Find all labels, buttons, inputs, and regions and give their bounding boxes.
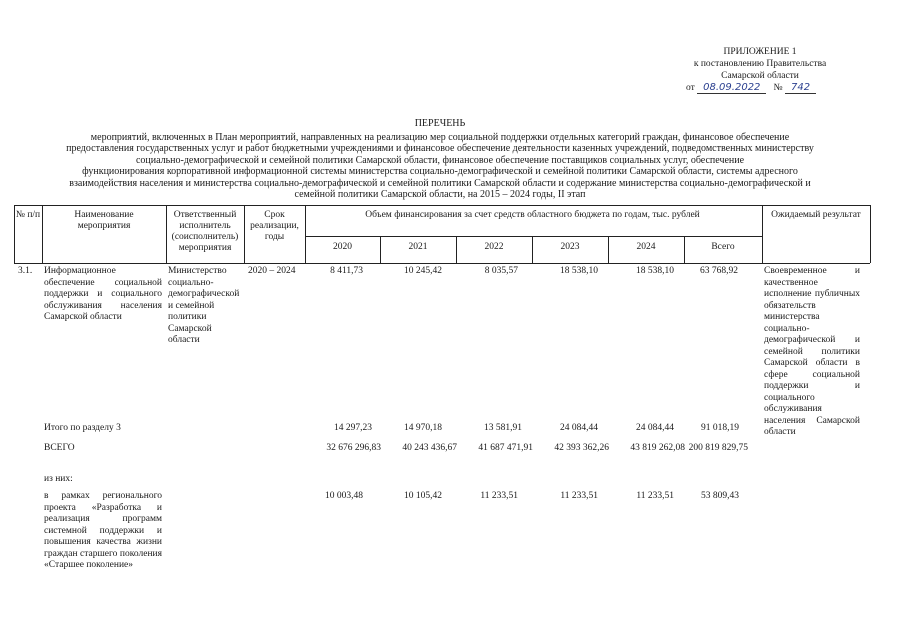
section-total-2023: 24 084,44 xyxy=(560,423,598,433)
header-funding: Объем финансирования за счет средств областного бюджета по годам, тыс. рублей xyxy=(365,210,700,220)
header-year-2021: 2021 xyxy=(408,242,428,252)
grand-total-2021: 40 243 436,67 xyxy=(402,443,457,453)
of-which-label: из них: xyxy=(44,474,73,484)
appendix-block xyxy=(660,46,860,94)
section-total-2020: 14 297,23 xyxy=(334,423,372,433)
header-total: Всего xyxy=(711,242,735,252)
section-total-2024: 24 084,44 xyxy=(636,423,674,433)
section-total-2022: 13 581,91 xyxy=(484,423,522,433)
table-top-border xyxy=(14,205,870,206)
row-31-value-2023: 18 538,10 xyxy=(560,266,598,276)
regional-2023: 11 233,51 xyxy=(560,491,598,501)
title-line: функционирования корпоративной информационной системы министерства социально-демографической и семейной политики Самарской области, системы адресного xyxy=(82,166,798,177)
regional-2021: 10 105,42 xyxy=(404,491,442,501)
table-column-divider xyxy=(244,205,245,263)
header-year-2022: 2022 xyxy=(484,242,504,252)
section-total-2021: 14 970,18 xyxy=(404,423,442,433)
table-column-divider xyxy=(42,205,43,263)
grand-total-total: 200 819 829,75 xyxy=(688,443,748,453)
title-line: социально-демографической и семейной политики Самарской области, финансовое обеспечение поставщиков социальных услуг, обеспечение xyxy=(135,154,745,166)
table-column-divider xyxy=(166,205,167,263)
handwritten-date: 08.09.2022 xyxy=(697,82,766,94)
row-31-result: Своевременное и качественное исполнение публичных обязательств министерства социально-демографической и семейной политики Самарской области в сфере социальной поддержки и социального обслуживания населения Самарской области xyxy=(764,266,860,437)
header-result: Ожидаемый результат xyxy=(771,210,861,220)
section-total-label: Итого по разделу 3 xyxy=(44,423,121,433)
row-31-value-2020: 8 411,73 xyxy=(330,266,363,276)
table-column-divider xyxy=(762,205,763,263)
title-line: взаимодействия населения и министерства социально-демографической и семейной политики Самарской области и содержание министерства социально-демографической и xyxy=(69,177,811,189)
header-name: Наименование мероприятия xyxy=(74,210,134,231)
row-31-name: Информационное обеспечение социальной поддержки и социального обслуживания населения Самарской области xyxy=(44,266,162,322)
regional-total: 53 809,43 xyxy=(701,491,739,501)
grand-total-2023: 42 393 362,26 xyxy=(554,443,609,453)
header-executor: Ответственный исполнитель (соисполнитель) мероприятия xyxy=(171,210,239,253)
grand-total-label: ВСЕГО xyxy=(44,443,75,453)
title-head: ПЕРЕЧЕНЬ xyxy=(414,118,466,129)
title-line: семейной политики Самарской области, на 2015 – 2024 годы, II этап xyxy=(294,189,586,200)
grand-total-2022: 41 687 471,91 xyxy=(478,443,533,453)
handwritten-number: 742 xyxy=(785,82,816,94)
appendix-line-2: Самарской области xyxy=(721,71,799,81)
date-prefix: от xyxy=(686,83,695,93)
table-subheader-border xyxy=(305,236,762,237)
regional-project-label: в рамках регионального проекта «Разработка и реализация программ системной поддержки и повышения качества жизни граждан старшего поколения «Старшее поколение» xyxy=(44,491,162,570)
number-prefix: № xyxy=(773,83,783,93)
row-31-term: 2020 – 2024 xyxy=(248,266,296,276)
row-31-value-2024: 18 538,10 xyxy=(636,266,674,276)
row-31-value-2022: 8 035,57 xyxy=(484,266,518,276)
row-31-value-2021: 10 245,42 xyxy=(404,266,442,276)
regional-2022: 11 233,51 xyxy=(480,491,518,501)
row-31-num: 3.1. xyxy=(18,266,33,276)
table-header-bottom-border xyxy=(14,263,870,264)
table-column-divider xyxy=(870,205,871,263)
regional-2020: 10 003,48 xyxy=(325,491,363,501)
grand-total-2020: 32 676 296,83 xyxy=(326,443,381,453)
appendix-line-1: к постановлению Правительства xyxy=(693,59,827,69)
appendix-date-line xyxy=(660,82,860,94)
row-31-value-total: 63 768,92 xyxy=(700,266,738,276)
header-year-2023: 2023 xyxy=(560,242,580,252)
title-line: мероприятий, включенных в План мероприятий, направленных на реализацию мер социальной поддержки отдельных категорий граждан, финансовое обеспечение xyxy=(90,131,790,143)
appendix-title: ПРИЛОЖЕНИЕ 1 xyxy=(723,47,797,57)
header-year-2020: 2020 xyxy=(333,242,352,252)
header-term: Срок реализации, годы xyxy=(250,210,299,242)
regional-2024: 11 233,51 xyxy=(636,491,674,501)
header-num: № п/п xyxy=(15,210,41,220)
row-31-executor: Министерство социально-демографической и семейной политики Самарской области xyxy=(168,266,240,345)
section-total-total: 91 018,19 xyxy=(701,423,739,433)
title-line: предоставления государственных услуг и работ бюджетными учреждениями и финансовое обеспечение деятельности казенных учреждений, подведомственных министерству xyxy=(66,143,814,154)
document-title xyxy=(60,118,820,201)
grand-total-2024: 43 819 262,08 xyxy=(630,443,685,453)
header-year-2024: 2024 xyxy=(636,242,656,252)
table-column-divider xyxy=(305,205,306,263)
